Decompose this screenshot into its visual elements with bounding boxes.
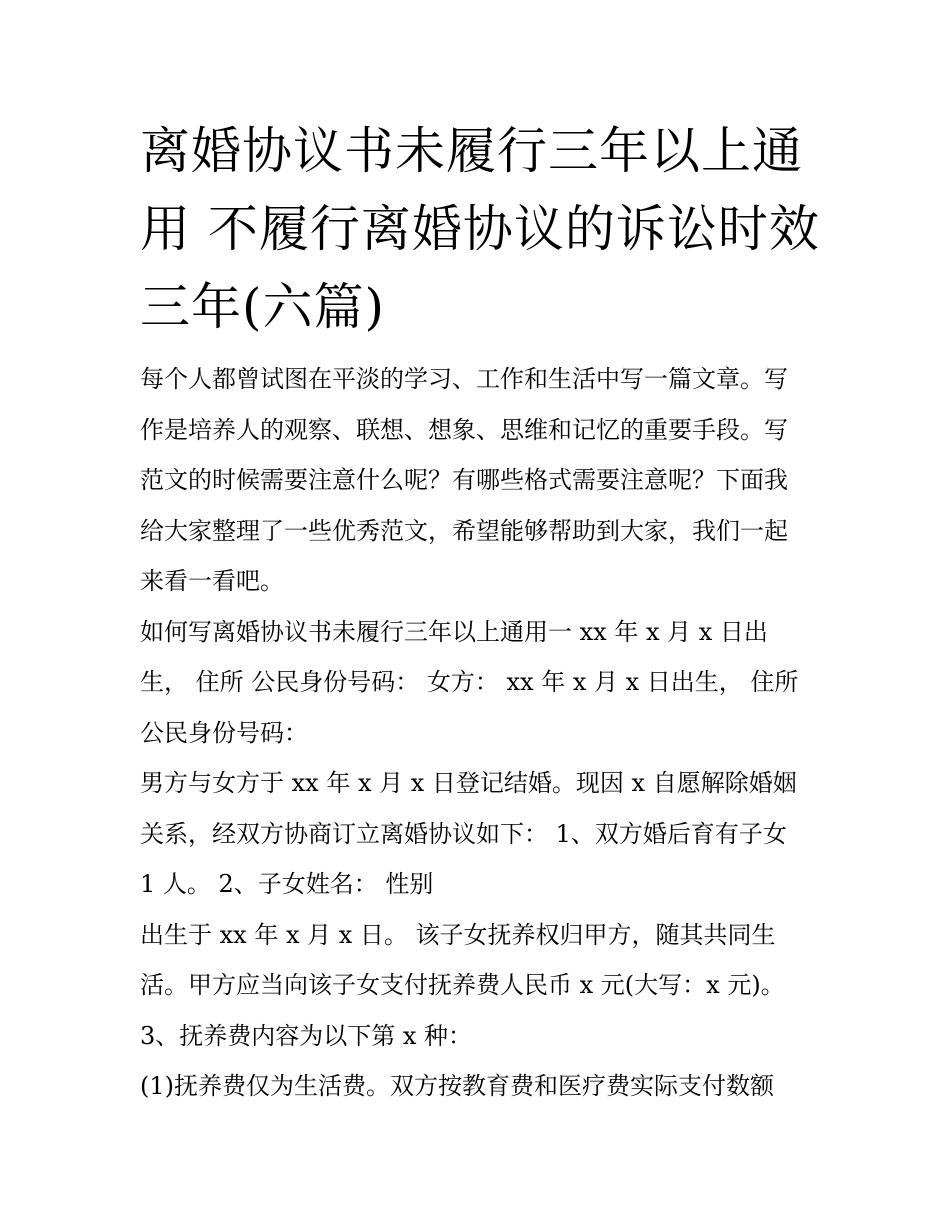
paragraph-custody <box>140 910 820 1062</box>
text-line: 来看一看吧。 <box>140 567 284 595</box>
paragraph-support-fee <box>140 1061 820 1112</box>
paragraph-marriage <box>140 758 820 910</box>
text-line: 生， 住所 公民身份号码： 女方： xx 年 x 月 x 日出生， 住所 <box>140 668 799 696</box>
paragraph-parties <box>140 607 820 759</box>
text-line: 每个人都曾试图在平淡的学习、工作和生活中写一篇文章。写 <box>140 365 788 393</box>
text-line: 3、抚养费内容为以下第 x 种： <box>140 1021 473 1050</box>
text-line: 范文的时候需要注意什么呢？有哪些格式需要注意呢？下面我 <box>140 466 788 494</box>
document-title <box>140 112 820 346</box>
text-line: 如何写离婚协议书未履行三年以上通用一 xx 年 x 月 x 日出 <box>140 617 768 646</box>
text-line: 关系，经双方协商订立离婚协议如下： 1、双方婚后育有子女 <box>140 819 787 848</box>
text-line: (1)抚养费仅为生活费。双方按教育费和医疗费实际支付数额 <box>140 1072 774 1100</box>
text-line: 出生于 xx 年 x 月 x 日。 该子女抚养权归甲方，随其共同生 <box>140 920 776 949</box>
text-line: 活。甲方应当向该子女支付抚养费人民币 x 元(大写：x 元)。 <box>140 971 785 999</box>
document-body <box>140 354 820 1112</box>
text-line: 男方与女方于 xx 年 x 月 x 日登记结婚。现因 x 自愿解除婚姻 <box>140 769 797 797</box>
text-line: 作是培养人的观察、联想、想象、思维和记忆的重要手段。写 <box>140 415 788 444</box>
paragraph-intro <box>140 354 820 607</box>
text-line: 给大家整理了一些优秀范文，希望能够帮助到大家，我们一起 <box>140 516 788 545</box>
title-line: 三年(六篇) <box>140 278 386 336</box>
text-line: 1 人。 2、子女姓名： 性别 <box>140 870 434 898</box>
text-line: 公民身份号码： <box>140 718 308 747</box>
title-line: 用 不履行离婚协议的诉讼时效 <box>140 200 820 258</box>
title-line: 离婚协议书未履行三年以上通 <box>140 122 803 180</box>
